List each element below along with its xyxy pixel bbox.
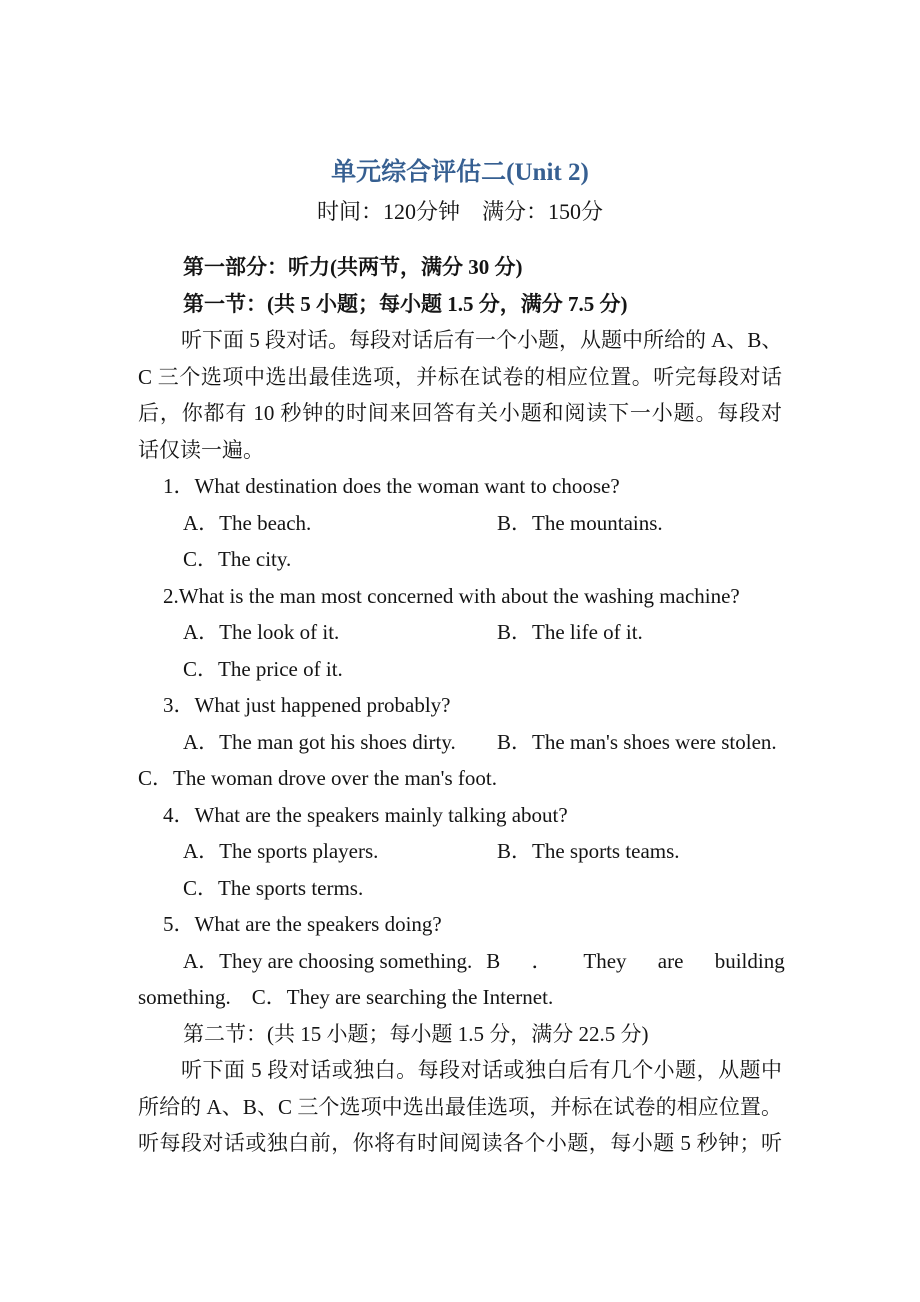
question-3-option-b: B．The man's shoes were stolen.: [497, 729, 777, 754]
time-score-line: 时间：120分钟 满分：150分: [316, 199, 603, 224]
page-title: 单元综合评估二(Unit 2): [331, 159, 589, 186]
question-3-line: 3．What just happened probably?: [163, 693, 451, 717]
question-1-option-c: C．The city.: [183, 547, 292, 571]
question-4-option-c: C．The sports terms.: [183, 875, 364, 900]
question-1-line: 1．What destination does the woman want to choose?: [163, 474, 620, 498]
question-5-options-ab: [138, 943, 785, 980]
section2-instructions-line: 听每段对话或独白前，你将有时间阅读各个小题，每小题 5 秒钟；听: [138, 1131, 782, 1155]
question-1-option-a: A．The beach.: [183, 510, 312, 535]
question-3-option-a: A．The man got his shoes dirty.: [183, 729, 456, 754]
question-4-option-b: B．The sports teams.: [497, 839, 680, 863]
question-1-options-ab: [138, 505, 782, 542]
section2-instructions-line: 听下面 5 段对话或独白。每段对话或独白后有几个小题，从题中: [181, 1058, 782, 1082]
question-1-option-b: B．The mountains.: [497, 510, 663, 535]
section2-instructions-line: 所给的 A、B、C 三个选项中选出最佳选项，并标在试卷的相应位置。: [138, 1094, 782, 1119]
document-body: [138, 249, 785, 1162]
question-4-option-a: A．The sports players.: [183, 839, 379, 863]
question-3-options-ab: [138, 724, 782, 761]
part1-heading: 第一部分：听力(共两节，满分 30 分): [183, 255, 523, 279]
section1-instructions-line: 听下面 5 段对话。每段对话后有一个小题，从题中所给的 A、B、: [181, 328, 783, 352]
text-block: [138, 0, 785, 1162]
question-2-line: 2.What is the man most concerned with about the washing machine?: [163, 583, 740, 608]
question-2-option-b: B．The life of it.: [497, 620, 643, 644]
question-3-option-c: C．The woman drove over the man's foot.: [138, 766, 497, 790]
question-5-option-b: B ． They are building: [486, 948, 785, 973]
section1-instructions-line: 后，你都有 10 秒钟的时间来回答有关小题和阅读下一小题。每段对: [138, 401, 782, 425]
section2-heading: 第二节：(共 15 小题；每小题 1.5 分，满分 22.5 分): [183, 1021, 649, 1046]
question-5-option-a: A．They are choosing something.: [183, 948, 473, 973]
question-2-options-ab: [138, 614, 782, 651]
question-2-option-a: A．The look of it.: [183, 620, 340, 644]
question-4-line: 4．What are the speakers mainly talking about?: [163, 802, 568, 827]
question-5-option-c-wrap-line: something. C．They are searching the Internet.: [138, 985, 554, 1009]
question-2-option-c: C．The price of it.: [183, 656, 343, 681]
question-5-line: 5．What are the speakers doing?: [163, 912, 442, 936]
section1-instructions-line: 话仅读一遍。: [138, 437, 264, 462]
section1-instructions-line: C 三个选项中选出最佳选项，并标在试卷的相应位置。听完每段对话: [138, 364, 782, 389]
question-4-options-ab: [138, 833, 782, 870]
section1-heading: 第一节：(共 5 小题；每小题 1.5 分，满分 7.5 分): [183, 291, 628, 316]
